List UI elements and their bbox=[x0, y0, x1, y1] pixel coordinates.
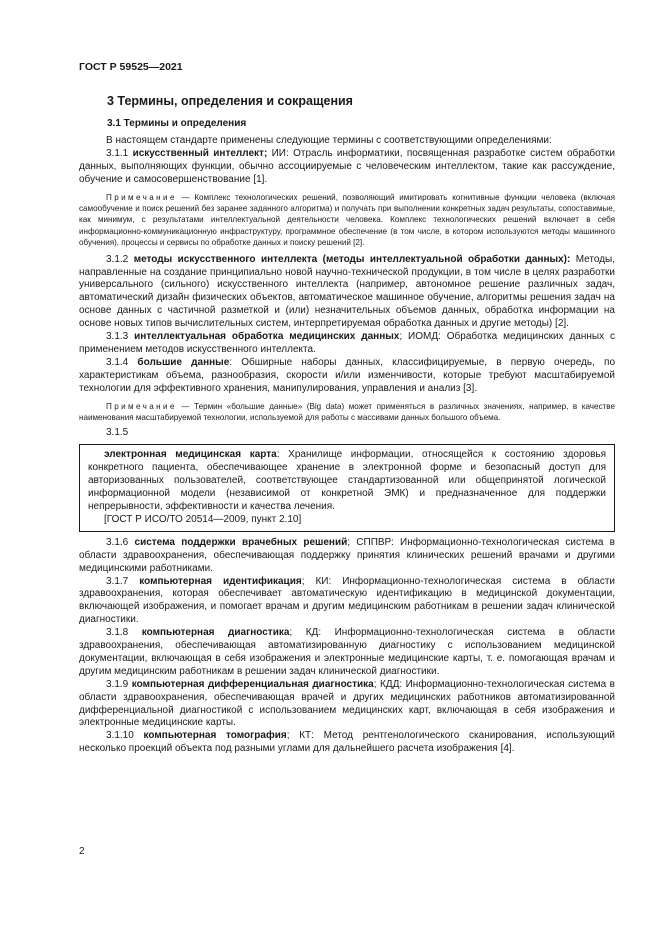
note-label: Примечание bbox=[106, 192, 177, 202]
note-2 bbox=[79, 401, 615, 424]
term-name: большие данные bbox=[137, 356, 230, 368]
term-name: электронная медицинская карта bbox=[104, 449, 277, 461]
note-1 bbox=[79, 192, 615, 249]
term-number: 3.1.8 bbox=[106, 627, 142, 639]
term-name: система поддержки врачебных решений bbox=[134, 536, 348, 548]
term-name: методы искусственного интеллекта (методы интеллектуальной обработки данных): bbox=[133, 253, 571, 265]
term-definition: ИИ: Отрасль информатики, посвященная разработке систем обработки данных, выполняющих функции, обычно ассоциируемые с человеческим интеллектом, такие как рассуждение, обучение и самосовершенствование [1]. bbox=[79, 147, 615, 185]
term-number: 3.1.4 bbox=[106, 356, 138, 368]
term-number: 3.1.7 bbox=[106, 575, 140, 587]
term-3-1-8 bbox=[79, 627, 615, 679]
term-name: искусственный интеллект; bbox=[132, 147, 268, 159]
note-label: Примечание bbox=[106, 401, 177, 411]
term-definition: ; ИОМД: Обработка медицинских данных с применением методов искусственного интеллекта. bbox=[79, 331, 615, 355]
subsection-title: 3.1 Термины и определения bbox=[107, 118, 247, 129]
term-name: интеллектуальная обработка медицинских данных bbox=[134, 331, 400, 343]
term-definition: : Хранилище информации, относящейся к состоянию здоровья конкретного пациента, обеспечивающее хранение в электронной форме и безопасный доступ для авторизованных пользователей, соответствующее стандартизованной или общепринятой логической информационной модели (независимой от конкретной ЭМК) и предназначенное для поддержки непрерывности, эффективности и качества лечения. bbox=[88, 449, 606, 512]
term-definition: ; КДД: Информационно-технологическая система в области здравоохранения, обеспечивающая врачей и других медицинских работников автоматизированной дифференциальной диагностикой с использованием медицинских карт, включающая в себя изображения и электронные медицинские карты. bbox=[79, 678, 615, 729]
term-source-reference: [ГОСТ Р ИСО/ТО 20514—2009, пункт 2.10] bbox=[104, 513, 302, 525]
term-definition: ; КИ: Информационно-технологическая система в области здравоохранения, которая обеспечивает автоматическую идентификацию в медицинской документации, включающей изображения, и помогает врачам и другим медицинским работникам в решении задач клинической диагностики. bbox=[79, 575, 615, 626]
term-name: компьютерная идентификация bbox=[139, 575, 302, 587]
page-number: 2 bbox=[79, 846, 85, 857]
term-definition: Методы, направленные на создание принципиально новой научно-технической продукции, в том числе в целях разработки универсального (сильного) искусственного интеллекта (например, автономное решение различных задач, автоматический дизайн физических объектов, автоматическое машинное обучение, алгоритмы решения задач на основе данных с частичной разметкой и (или) незначительных объемов данных, обработка информации на основе новых типов вычислительных систем, интерпретируемая обработка данных и другие методы) [2]. bbox=[79, 253, 616, 330]
term-3-1-4 bbox=[79, 357, 615, 396]
term-3-1-10 bbox=[79, 730, 615, 756]
note-text: — Термин «большие данные» (Big data) может применяться в различных значениях, например, в качестве наименования масштабируемой технологии, используемой для работы с массивами данных большого объема. bbox=[79, 401, 615, 423]
term-3-1-3 bbox=[79, 331, 615, 357]
term-name: компьютерная диагностика bbox=[141, 627, 290, 639]
term-definition: ; КД: Информационно-технологическая система в области здравоохранения, обеспечивающая автоматизированную диагностику с использованием медицинской документации, включающая в себя изображения и электронные медицинские карты, т. е. помогающая врачам и другим медицинским работникам в решении задач клинической диагностики. bbox=[79, 627, 615, 677]
document-header: ГОСТ Р 59525—2021 bbox=[79, 61, 183, 73]
section-title: 3 Термины, определения и сокращения bbox=[107, 94, 353, 108]
term-definition: ; СППВР: Информационно-технологическая система в области здравоохранения, обеспечивающая поддержку принятия клинических решений врачами и другими медицинскими работниками. bbox=[79, 536, 615, 574]
term-number: 3.1.2 bbox=[106, 253, 134, 265]
term-definition: ; КТ: Метод рентгенологического сканирования, использующий несколько проекций объекта под разными углами для дальнейшего расчета изображения [4]. bbox=[79, 730, 615, 755]
term-name: компьютерная томография bbox=[143, 730, 287, 742]
term-number: 3.1.6 bbox=[106, 536, 135, 548]
term-name: компьютерная дифференциальная диагностика bbox=[131, 678, 374, 690]
term-3-1-5 bbox=[88, 449, 606, 514]
term-number-3-1-5: 3.1.5 bbox=[106, 427, 129, 439]
term-3-1-6 bbox=[79, 537, 615, 576]
note-text: — Комплекс технологических решений, позволяющий имитировать когнитивные функции человека (включая самообучение и поиск решений без заранее заданного алгоритма) и получать при выполнении конкретных задач результаты, сопоставимые, как минимум, с результатами интеллектуальной деятельности человека. Комплекс технологических решений включает в себя информационно-коммуникационную инфраструктуру, программное обеспечение (в том числе, в котором используются методы машинного обучения), процессы и сервисы по обработке данных и поиску решений [2]. bbox=[79, 192, 615, 248]
term-definition: : Обширные наборы данных, классифицируемые, в первую очередь, по характеристикам объема, разнообразия, скорости и/или изменчивости, которые требуют масштабируемой технологии для эффективного хранения, манипулирования, управления и анализ [3]. bbox=[79, 356, 616, 394]
term-3-1-9 bbox=[79, 679, 615, 731]
term-3-1-2 bbox=[79, 254, 615, 331]
term-number: 3.1.3 bbox=[106, 331, 135, 343]
intro-paragraph: В настоящем стандарте применены следующие термины с соответствующими определениями: bbox=[106, 135, 552, 146]
term-number: 3.1.1 bbox=[106, 147, 133, 159]
quoted-term-box bbox=[79, 444, 615, 531]
term-3-1-1 bbox=[79, 148, 615, 187]
term-number: 3.1.9 bbox=[106, 678, 132, 690]
term-number: 3.1.10 bbox=[106, 730, 144, 742]
document-body bbox=[79, 135, 615, 756]
term-3-1-7 bbox=[79, 576, 615, 628]
